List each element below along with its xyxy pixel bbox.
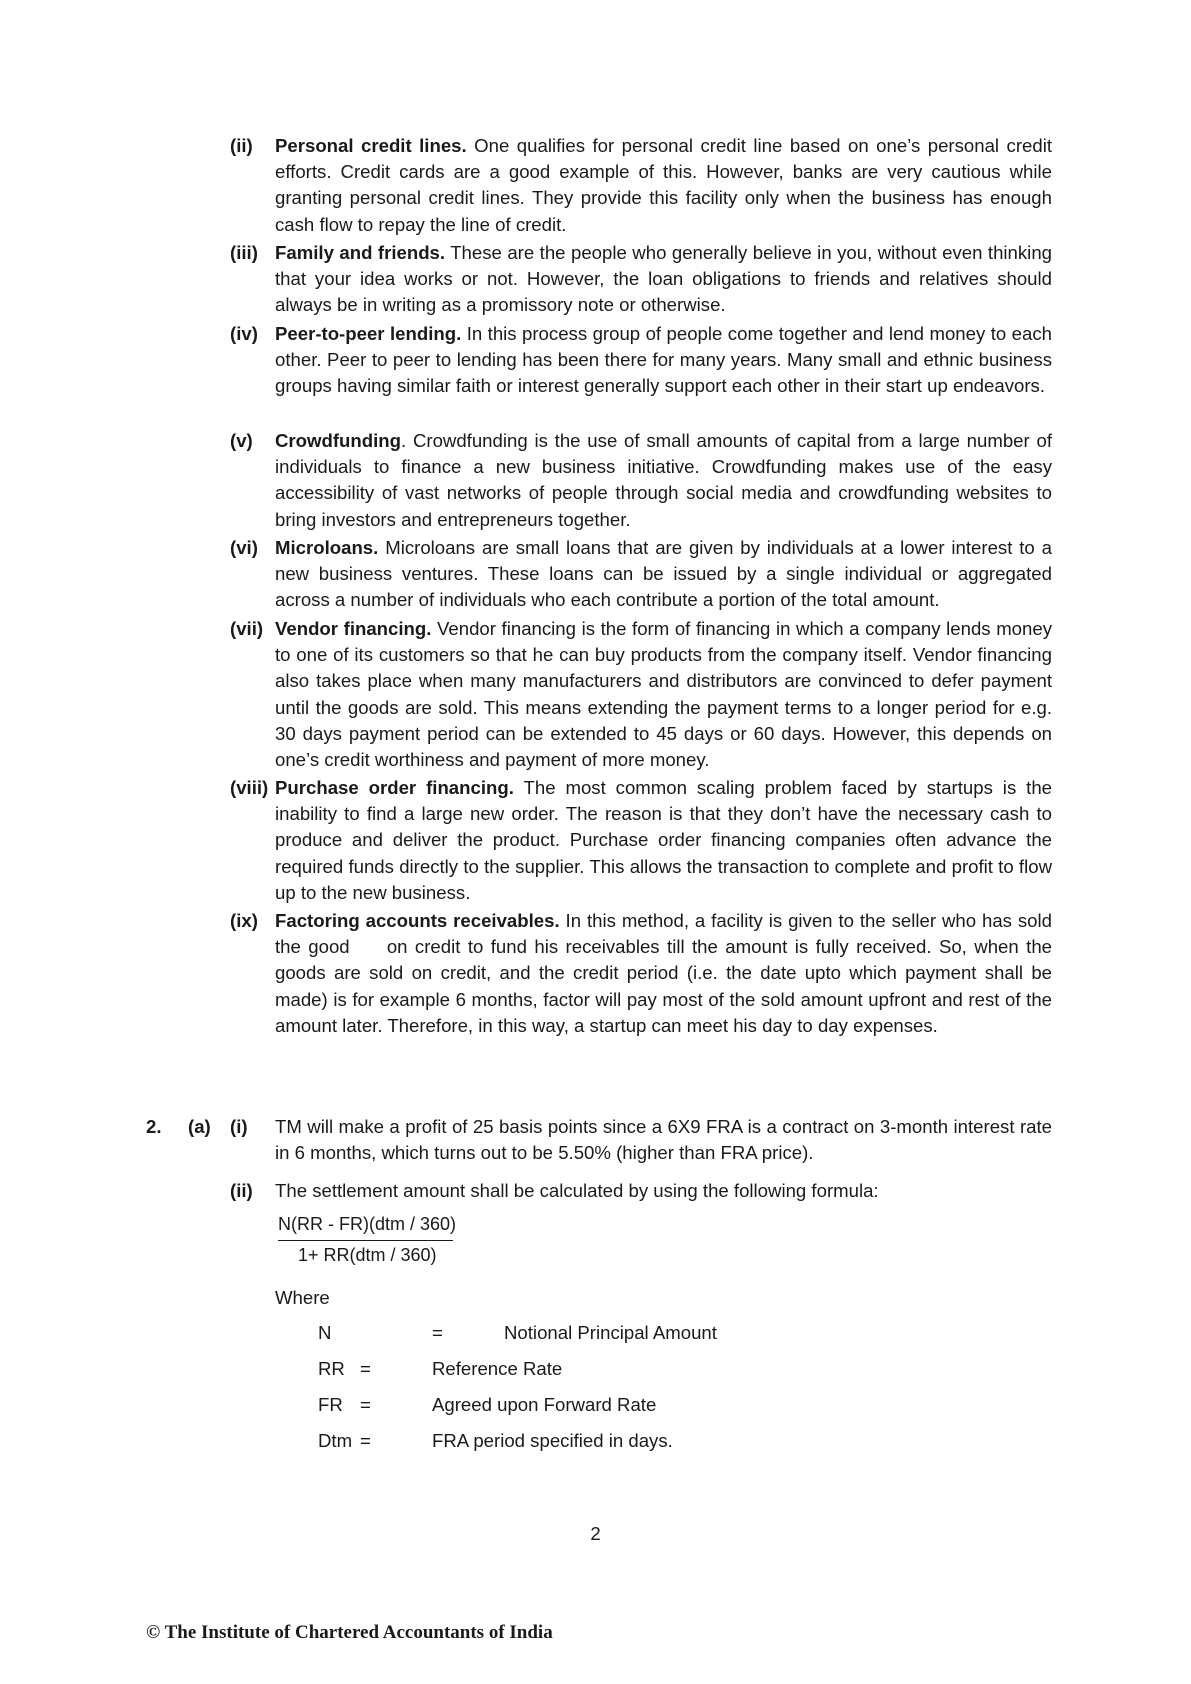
item-number: (viii) — [230, 777, 269, 798]
item-body: One qualifies for personal credit line based on one’s personal credit efforts. Credit cards are a good example of this. However, banks are very cautious while granting personal credit lines. They provide this facility only when the business has enough cash flow to repay the line of credit. — [275, 135, 1053, 235]
item-title: Vendor financing. — [275, 618, 432, 639]
item-number: (vi) — [230, 537, 258, 558]
definition-term: N — [318, 1322, 332, 1343]
definition-meaning: Agreed upon Forward Rate — [432, 1394, 657, 1415]
item-body: The most common scaling problem faced by startups is the inability to find a large new order. The reason is that they don’t have the necessary cash to produce and deliver the product. Purchase order financing companies often advance the required funds directly to the supplier. This allows the transaction to complete and profit to flow up to the new business. — [275, 777, 1053, 903]
list-item — [230, 775, 1052, 906]
definition-equals: = — [360, 1394, 371, 1415]
item-number: (ii) — [230, 1180, 253, 1201]
list-item — [230, 535, 1052, 614]
page-number: 2 — [590, 1523, 601, 1544]
footer-copyright: © The Institute of Chartered Accountants of India — [146, 1622, 553, 1643]
item-body: Vendor financing is the form of financing in which a company lends money to one of its customers so that he can buy products from the company itself. Vendor financing also takes place when many manufacturers and distributors are convinced to defer payment until the goods are sold. This means extending the payment terms to a longer period for e.g. 30 days payment period can be extended to 45 days or 60 days. However, this depends on one’s credit worthiness and payment of more money. — [275, 618, 1052, 771]
where-label: Where — [275, 1287, 330, 1308]
answer-part-i — [230, 1114, 1052, 1166]
item-body: In this method, a facility is given to the seller who has sold the good on credit to fund his receivables till the amount is fully received. So, when the goods are sold on credit, and the credit period (i.e. the date upto which payment shall be made) is for example 6 months, factor will pay most of the sold amount upfront and rest of the amount later. Therefore, in this way, a startup can meet his day to day expenses. — [275, 910, 1052, 1036]
list-item — [230, 240, 1052, 319]
answer-text: TM will make a profit of 25 basis points since a 6X9 FRA is a contract on 3-month interest rate in 6 months, which turns out to be 5.50% (higher than FRA price). — [275, 1116, 1052, 1164]
item-title: Peer-to-peer lending. — [275, 323, 462, 344]
definition-meaning: Reference Rate — [432, 1358, 563, 1379]
definition-equals: = — [360, 1430, 371, 1451]
definition-term: FR — [318, 1394, 343, 1415]
definition-meaning: FRA period specified in days. — [432, 1430, 673, 1451]
item-title: Factoring accounts receivables. — [275, 910, 560, 931]
item-title: Crowdfunding — [275, 430, 401, 451]
item-title: Purchase order financing. — [275, 777, 514, 798]
definition-term: RR — [318, 1358, 345, 1379]
definition-term: Dtm — [318, 1430, 353, 1451]
item-number: (i) — [230, 1116, 248, 1137]
item-number: (iv) — [230, 323, 258, 344]
definition-equals: = — [360, 1358, 371, 1379]
item-number: (v) — [230, 430, 253, 451]
item-number: (ii) — [230, 135, 253, 156]
definition-equals: = — [432, 1322, 443, 1343]
item-title: Microloans. — [275, 537, 379, 558]
item-number: (vii) — [230, 618, 264, 639]
item-number: (iii) — [230, 242, 258, 263]
question-part: (a) — [188, 1116, 211, 1137]
list-item — [230, 908, 1052, 1039]
item-body: In this process group of people come together and lend money to each other. Peer to peer to lending has been there for many years. Many small and ethnic business groups having similar faith or interest generally support each other in their start up endeavors. — [275, 323, 1052, 397]
item-body: . Crowdfunding is the use of small amounts of capital from a large number of individuals to finance a new business initiative. Crowdfunding makes use of the easy accessibility of vast networks of people through social media and crowdfunding websites to bring investors and entrepreneurs together. — [275, 430, 1052, 530]
item-title: Family and friends. — [275, 242, 446, 263]
item-body: These are the people who generally believe in you, without even thinking that your idea works or not. However, the loan obligations to friends and relatives should always be in writing as a promissory note or otherwise. — [275, 242, 1052, 316]
fraction-bar — [278, 1240, 453, 1241]
question-number: 2. — [146, 1116, 162, 1137]
answer-part-ii — [230, 1178, 1052, 1204]
formula-numerator: N(RR - FR)(dtm / 360) — [278, 1214, 457, 1234]
answer-text: The settlement amount shall be calculated by using the following formula: — [275, 1180, 879, 1201]
item-body: Microloans are small loans that are given by individuals at a lower interest to a new business ventures. These loans can be issued by a single individual or aggregated across a number of individuals who each contribute a portion of the total amount. — [275, 537, 1052, 611]
list-item — [230, 321, 1052, 400]
definition-meaning: Notional Principal Amount — [504, 1322, 717, 1343]
list-item — [230, 428, 1052, 533]
item-number: (ix) — [230, 910, 258, 931]
list-item — [230, 616, 1052, 773]
formula-denominator: 1+ RR(dtm / 360) — [298, 1245, 437, 1265]
item-title: Personal credit lines. — [275, 135, 467, 156]
list-item — [230, 133, 1052, 238]
